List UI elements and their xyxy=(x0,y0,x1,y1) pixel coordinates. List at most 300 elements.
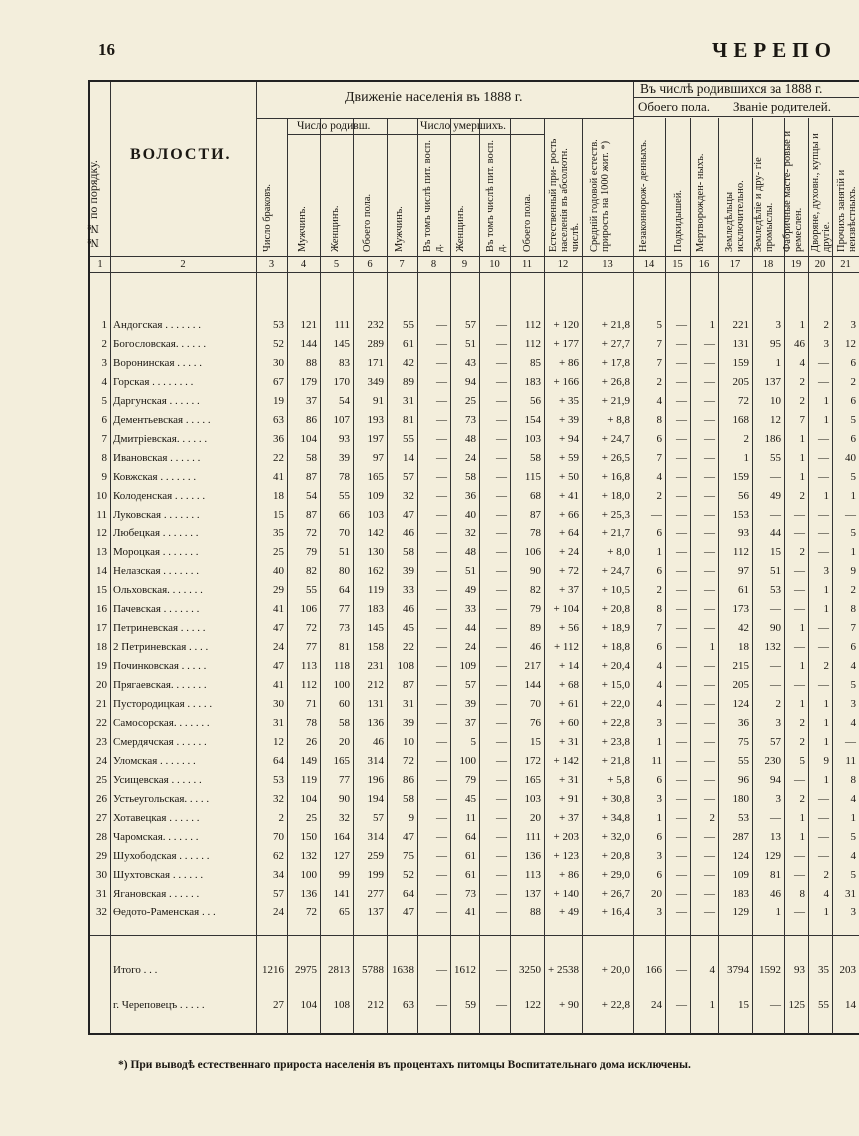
table-cell: 159 xyxy=(732,470,749,483)
table-cell: 259 xyxy=(367,849,384,862)
table-cell: 104 xyxy=(300,432,317,445)
table-cell: + 2538 xyxy=(548,964,579,976)
table-cell: 121 xyxy=(300,319,317,331)
table-cell: + 142 xyxy=(553,754,579,767)
table-cell: 5 xyxy=(101,394,107,407)
col10-header: Въ томъ числѣ пит. восп. д. xyxy=(485,140,507,252)
table-cell: 7 xyxy=(656,622,662,635)
table-cell: — xyxy=(436,679,447,692)
table-cell: — xyxy=(770,508,781,521)
table-cell: 2 xyxy=(799,716,805,729)
table-cell: 45 xyxy=(465,792,476,805)
table-cell: — xyxy=(436,319,447,331)
right-sub-rule xyxy=(633,116,859,117)
table-cell: 2 xyxy=(799,375,805,388)
table-cell: 112 xyxy=(524,337,541,350)
table-cell: 86 xyxy=(306,413,317,426)
table-cell: 57 xyxy=(465,679,476,692)
table-cell: — xyxy=(496,811,507,824)
table-cell: 136 xyxy=(524,849,541,862)
table-cell: — xyxy=(496,754,507,767)
table-cell: 2 xyxy=(278,811,284,824)
table-cell: 79 xyxy=(465,773,476,786)
table-cell: — xyxy=(818,451,829,464)
col3-header: Число браковъ. xyxy=(262,183,273,252)
volost-name: Смердячская . . . . . . xyxy=(113,735,207,748)
table-cell: 55 xyxy=(403,432,414,445)
table-cell: 90 xyxy=(770,622,781,635)
column-number: 1 xyxy=(97,259,103,270)
table-cell: 8 xyxy=(101,451,107,464)
table-cell: 165 xyxy=(524,773,541,786)
table-cell: 137 xyxy=(524,887,541,900)
table-cell: — xyxy=(794,603,805,616)
table-cell: — xyxy=(436,868,447,881)
table-cell: 25 xyxy=(273,546,284,559)
table-cell: 2 xyxy=(709,811,715,824)
table-cell: 197 xyxy=(367,432,384,445)
volost-name: Мороцкая . . . . . . . xyxy=(113,546,199,559)
table-cell: 36 xyxy=(738,716,749,729)
table-cell: 4 xyxy=(656,660,662,673)
table-row xyxy=(0,430,859,448)
table-cell: 82 xyxy=(530,584,541,597)
table-cell: 32 xyxy=(273,792,284,805)
table-cell: 46 xyxy=(403,527,414,540)
table-cell: + 22,0 xyxy=(601,698,630,710)
volost-name: Прягаевская. . . . . . . xyxy=(113,679,207,692)
table-cell: 3 xyxy=(656,792,662,805)
table-cell: 11 xyxy=(465,811,476,824)
table-cell: 314 xyxy=(367,830,384,843)
table-cell: 90 xyxy=(530,565,541,578)
table-cell: — xyxy=(436,660,447,673)
volost-name: Колоденская . . . . . . xyxy=(113,489,206,502)
table-cell: + 24 xyxy=(559,546,579,559)
table-cell: — xyxy=(676,603,687,616)
table-cell: 58 xyxy=(403,792,414,805)
table-cell: — xyxy=(676,508,687,521)
table-cell: 96 xyxy=(738,773,749,786)
table-cell: 31 xyxy=(96,887,107,900)
table-cell: — xyxy=(704,830,715,843)
col5-header: Женщинъ. xyxy=(330,205,341,252)
table-cell: 1 xyxy=(101,319,107,331)
table-row xyxy=(0,335,859,353)
table-cell: 56 xyxy=(530,394,541,407)
column-number: 21 xyxy=(840,259,851,270)
table-cell: 150 xyxy=(300,830,317,843)
table-cell: + 32,0 xyxy=(601,830,630,843)
table-cell: — xyxy=(496,584,507,597)
table-cell: — xyxy=(496,603,507,616)
volost-name: Горская . . . . . . . . xyxy=(113,375,194,388)
table-cell: + 49 xyxy=(559,906,579,919)
volost-name: Итого . . . xyxy=(113,964,158,976)
table-cell: — xyxy=(676,641,687,654)
table-cell: 89 xyxy=(403,375,414,388)
table-row xyxy=(0,733,859,751)
table-cell: — xyxy=(676,527,687,540)
table-cell: 194 xyxy=(367,792,384,805)
table-cell: — xyxy=(794,584,805,597)
col14-header: Незаконнорож- денныхъ. xyxy=(638,139,649,252)
table-cell: — xyxy=(676,489,687,502)
table-cell: — xyxy=(436,546,447,559)
table-cell: 1 xyxy=(799,432,805,445)
table-cell: 4 xyxy=(850,660,856,673)
table-cell: 41 xyxy=(273,679,284,692)
table-cell: 113 xyxy=(300,660,317,673)
table-cell: 24 xyxy=(273,906,284,919)
table-cell: — xyxy=(436,337,447,350)
col15-header: Подкидышей. xyxy=(673,190,684,252)
table-cell: — xyxy=(651,508,662,521)
col21-header: Прочихъ занятій и неизвѣстныхъ. xyxy=(836,169,858,252)
table-cell: + 120 xyxy=(553,319,579,331)
table-cell: 24 xyxy=(465,641,476,654)
table-cell: — xyxy=(436,603,447,616)
table-cell: + 20,4 xyxy=(601,660,630,673)
table-cell: 1 xyxy=(799,698,805,710)
table-cell: 136 xyxy=(367,716,384,729)
table-cell: + 31 xyxy=(559,773,579,786)
table-cell: + 56 xyxy=(559,622,579,635)
table-cell: 70 xyxy=(273,830,284,843)
table-cell: 30 xyxy=(273,698,284,710)
table-cell: 5 xyxy=(656,319,662,331)
table-cell: 18 xyxy=(96,641,107,654)
table-cell: 90 xyxy=(339,792,350,805)
table-cell: 88 xyxy=(306,356,317,369)
table-cell: + 26,5 xyxy=(601,451,630,464)
table-cell: 8 xyxy=(656,413,662,426)
table-cell: + 66 xyxy=(559,508,579,521)
table-cell: 31 xyxy=(403,698,414,710)
table-row xyxy=(0,354,859,372)
table-cell: — xyxy=(818,527,829,540)
table-cell: — xyxy=(794,508,805,521)
table-cell: 87 xyxy=(306,470,317,483)
table-cell: 1 xyxy=(656,735,662,748)
table-cell: 3 xyxy=(823,337,829,350)
table-cell: 72 xyxy=(306,527,317,540)
table-cell: + 20,0 xyxy=(601,964,630,976)
table-cell: — xyxy=(436,584,447,597)
table-cell: — xyxy=(496,527,507,540)
table-cell: 1 xyxy=(823,394,829,407)
header-bottom-rule xyxy=(90,256,859,257)
table-cell: 78 xyxy=(530,527,541,540)
table-cell: 24 xyxy=(273,641,284,654)
table-cell: 47 xyxy=(403,830,414,843)
table-cell: 6 xyxy=(850,394,856,407)
table-cell: — xyxy=(436,811,447,824)
table-cell: + 34,8 xyxy=(601,811,630,824)
table-cell: 137 xyxy=(764,375,781,388)
table-cell: + 21,8 xyxy=(601,754,630,767)
table-cell: 10 xyxy=(96,489,107,502)
volost-name: Уломская . . . . . . . xyxy=(113,754,196,767)
table-cell: 2 xyxy=(799,489,805,502)
table-cell: 170 xyxy=(333,375,350,388)
table-cell: + 60 xyxy=(559,716,579,729)
table-row xyxy=(0,581,859,599)
table-cell: — xyxy=(436,735,447,748)
table-cell: — xyxy=(496,906,507,919)
table-cell: — xyxy=(770,603,781,616)
table-cell: 112 xyxy=(300,679,317,692)
table-cell: 57 xyxy=(770,735,781,748)
table-cell: + 27,7 xyxy=(601,337,630,350)
table-cell: — xyxy=(496,489,507,502)
table-cell: — xyxy=(794,679,805,692)
col16-header: Мертворожден- ныхъ. xyxy=(695,153,706,252)
table-cell: 21 xyxy=(96,698,107,710)
table-cell: — xyxy=(818,470,829,483)
table-cell: — xyxy=(704,906,715,919)
parents-rank-subheader: Званіе родителей. xyxy=(733,99,831,114)
table-cell: — xyxy=(676,773,687,786)
table-cell: 212 xyxy=(367,679,384,692)
table-cell: 137 xyxy=(367,906,384,919)
table-cell: 3 xyxy=(823,565,829,578)
table-cell: — xyxy=(496,716,507,729)
table-cell: + 24,7 xyxy=(601,565,630,578)
table-cell: 93 xyxy=(339,432,350,445)
table-cell: 19 xyxy=(273,394,284,407)
table-cell: — xyxy=(496,413,507,426)
table-cell: 72 xyxy=(738,394,749,407)
table-cell: + 50 xyxy=(559,470,579,483)
table-cell: 76 xyxy=(530,716,541,729)
table-cell: — xyxy=(704,792,715,805)
table-cell: 2 xyxy=(823,319,829,331)
table-cell: 3 xyxy=(775,792,781,805)
volost-name: Шухтовская . . . . . . xyxy=(113,868,204,881)
table-cell: 6 xyxy=(850,432,856,445)
table-cell: 129 xyxy=(764,849,781,862)
table-cell: 15 xyxy=(738,999,749,1011)
volost-name: Шухободская . . . . . . xyxy=(113,849,210,862)
table-row xyxy=(0,524,859,542)
table-cell: 142 xyxy=(367,527,384,540)
volost-name: Ковжская . . . . . . . xyxy=(113,470,197,483)
table-cell: 64 xyxy=(339,584,350,597)
table-cell: 2 xyxy=(656,375,662,388)
table-cell: 46 xyxy=(373,735,384,748)
table-cell: + 21,8 xyxy=(601,319,630,331)
table-cell: 112 xyxy=(524,319,541,331)
table-cell: 104 xyxy=(300,999,317,1011)
table-cell: 103 xyxy=(367,508,384,521)
table-cell: 2 xyxy=(799,546,805,559)
volost-name: Даргунская . . . . . . xyxy=(113,394,200,407)
table-cell: — xyxy=(704,698,715,710)
table-cell: 3 xyxy=(775,319,781,331)
table-cell: — xyxy=(704,754,715,767)
table-cell: 25 xyxy=(306,811,317,824)
table-row xyxy=(0,487,859,505)
table-cell: 2975 xyxy=(295,964,317,976)
table-cell: 79 xyxy=(530,603,541,616)
table-cell: 1 xyxy=(775,906,781,919)
volost-name: Чаромская. . . . . . . xyxy=(113,830,199,843)
table-cell: 4 xyxy=(850,716,856,729)
table-cell: 13 xyxy=(96,546,107,559)
table-cell: 85 xyxy=(530,356,541,369)
table-cell: — xyxy=(676,565,687,578)
table-row xyxy=(0,828,859,846)
table-cell: 203 xyxy=(839,964,856,976)
table-cell: — xyxy=(704,603,715,616)
table-cell: + 26,8 xyxy=(601,375,630,388)
table-cell: — xyxy=(818,546,829,559)
column-number: 6 xyxy=(367,259,373,270)
table-cell: 212 xyxy=(367,999,384,1011)
table-cell: 94 xyxy=(770,773,781,786)
table-cell: 1638 xyxy=(392,964,414,976)
table-cell: 1592 xyxy=(759,964,781,976)
table-cell: 1 xyxy=(709,999,715,1011)
table-cell: + 8,8 xyxy=(607,413,630,426)
table-cell: 40 xyxy=(273,565,284,578)
table-row xyxy=(0,903,859,921)
table-cell: 2 xyxy=(823,660,829,673)
table-cell: 179 xyxy=(300,375,317,388)
table-cell: 61 xyxy=(403,337,414,350)
column-number: 13 xyxy=(602,259,613,270)
table-cell: 162 xyxy=(367,565,384,578)
table-cell: 55 xyxy=(738,754,749,767)
table-cell: 52 xyxy=(273,337,284,350)
table-cell: 12 xyxy=(845,337,856,350)
table-cell: 287 xyxy=(732,830,749,843)
table-cell: 2 xyxy=(775,698,781,710)
header-title: Движеніе населенія въ 1888 г. xyxy=(345,90,523,105)
table-cell: 154 xyxy=(524,413,541,426)
table-cell: + 8,0 xyxy=(607,546,630,559)
index-header: №№ по порядку. xyxy=(86,160,100,250)
column-number: 3 xyxy=(268,259,275,270)
table-cell: 119 xyxy=(300,773,317,786)
table-cell: — xyxy=(770,660,781,673)
table-cell: 77 xyxy=(339,603,350,616)
table-cell: — xyxy=(676,735,687,748)
table-cell: 48 xyxy=(465,546,476,559)
table-cell: 28 xyxy=(96,830,107,843)
table-cell: 97 xyxy=(738,565,749,578)
table-row xyxy=(0,600,859,618)
table-cell: 10 xyxy=(403,735,414,748)
volost-name: Пустородицкая . . . . . xyxy=(113,698,213,710)
table-cell: 81 xyxy=(770,868,781,881)
table-cell: 73 xyxy=(465,887,476,900)
column-number: 7 xyxy=(399,259,405,270)
table-cell: 144 xyxy=(300,337,317,350)
table-cell: 14 xyxy=(96,565,107,578)
table-cell: 26 xyxy=(306,735,317,748)
table-cell: 111 xyxy=(334,319,350,331)
table-cell: — xyxy=(818,432,829,445)
table-cell: — xyxy=(794,565,805,578)
table-cell: 35 xyxy=(273,527,284,540)
volost-name: Луковская . . . . . . . xyxy=(113,508,200,521)
table-cell: — xyxy=(704,489,715,502)
table-cell: 55 xyxy=(339,489,350,502)
table-cell: 4 xyxy=(799,356,805,369)
table-cell: 32 xyxy=(465,527,476,540)
table-cell: 4 xyxy=(850,849,856,862)
table-cell: 11 xyxy=(651,754,662,767)
table-cell: 6 xyxy=(656,641,662,654)
table-cell: 32 xyxy=(339,811,350,824)
volost-name: Воронинская . . . . . xyxy=(113,356,202,369)
col18-header: Земледѣліе и дру- гіе промыслы. xyxy=(753,157,775,252)
table-cell: 1 xyxy=(823,735,829,748)
table-cell: 168 xyxy=(732,413,749,426)
table-cell: 57 xyxy=(373,811,384,824)
table-cell: 15 xyxy=(530,735,541,748)
table-cell: 1 xyxy=(799,830,805,843)
table-cell: 3250 xyxy=(519,964,541,976)
table-cell: — xyxy=(496,698,507,710)
table-cell: + 18,0 xyxy=(601,489,630,502)
col12-header: Естественный при- рость населенія въ абсолютн. числѣ. xyxy=(548,138,581,252)
table-cell: — xyxy=(704,565,715,578)
volost-name: г. Череповецъ . . . . . xyxy=(113,999,205,1011)
table-cell: + 61 xyxy=(559,698,579,710)
volost-name: Самосорская. . . . . . . xyxy=(113,716,210,729)
table-cell: 104 xyxy=(300,792,317,805)
table-cell: 113 xyxy=(524,868,541,881)
table-cell: 173 xyxy=(732,603,749,616)
table-cell: — xyxy=(794,527,805,540)
table-cell: 58 xyxy=(339,716,350,729)
table-row xyxy=(0,885,859,903)
table-cell: 54 xyxy=(306,489,317,502)
table-cell: + 10,5 xyxy=(601,584,630,597)
table-cell: 215 xyxy=(732,660,749,673)
volost-header: ВОЛОСТИ. xyxy=(130,146,232,163)
col17-header: Земледѣльцы исключительно. xyxy=(724,180,746,252)
table-cell: 47 xyxy=(403,906,414,919)
header-sub-rule xyxy=(256,118,633,119)
table-cell: 64 xyxy=(273,754,284,767)
table-cell: 51 xyxy=(465,565,476,578)
table-cell: 145 xyxy=(367,622,384,635)
table-cell: 100 xyxy=(333,679,350,692)
died-group-rule xyxy=(387,134,544,135)
table-cell: + 68 xyxy=(559,679,579,692)
table-cell: — xyxy=(496,660,507,673)
table-cell: 172 xyxy=(524,754,541,767)
table-cell: 1 xyxy=(823,584,829,597)
table-cell: — xyxy=(496,451,507,464)
table-cell: — xyxy=(676,394,687,407)
died-group-header: Число умершихъ. xyxy=(420,120,506,132)
table-cell: — xyxy=(436,470,447,483)
table-cell: 27 xyxy=(273,999,284,1011)
colnum-bottom-rule xyxy=(90,272,859,273)
table-cell: — xyxy=(436,451,447,464)
table-cell: — xyxy=(704,356,715,369)
table-cell: 79 xyxy=(306,546,317,559)
table-cell: — xyxy=(496,375,507,388)
table-cell: 17 xyxy=(96,622,107,635)
table-cell: — xyxy=(704,451,715,464)
table-cell: 61 xyxy=(465,849,476,862)
